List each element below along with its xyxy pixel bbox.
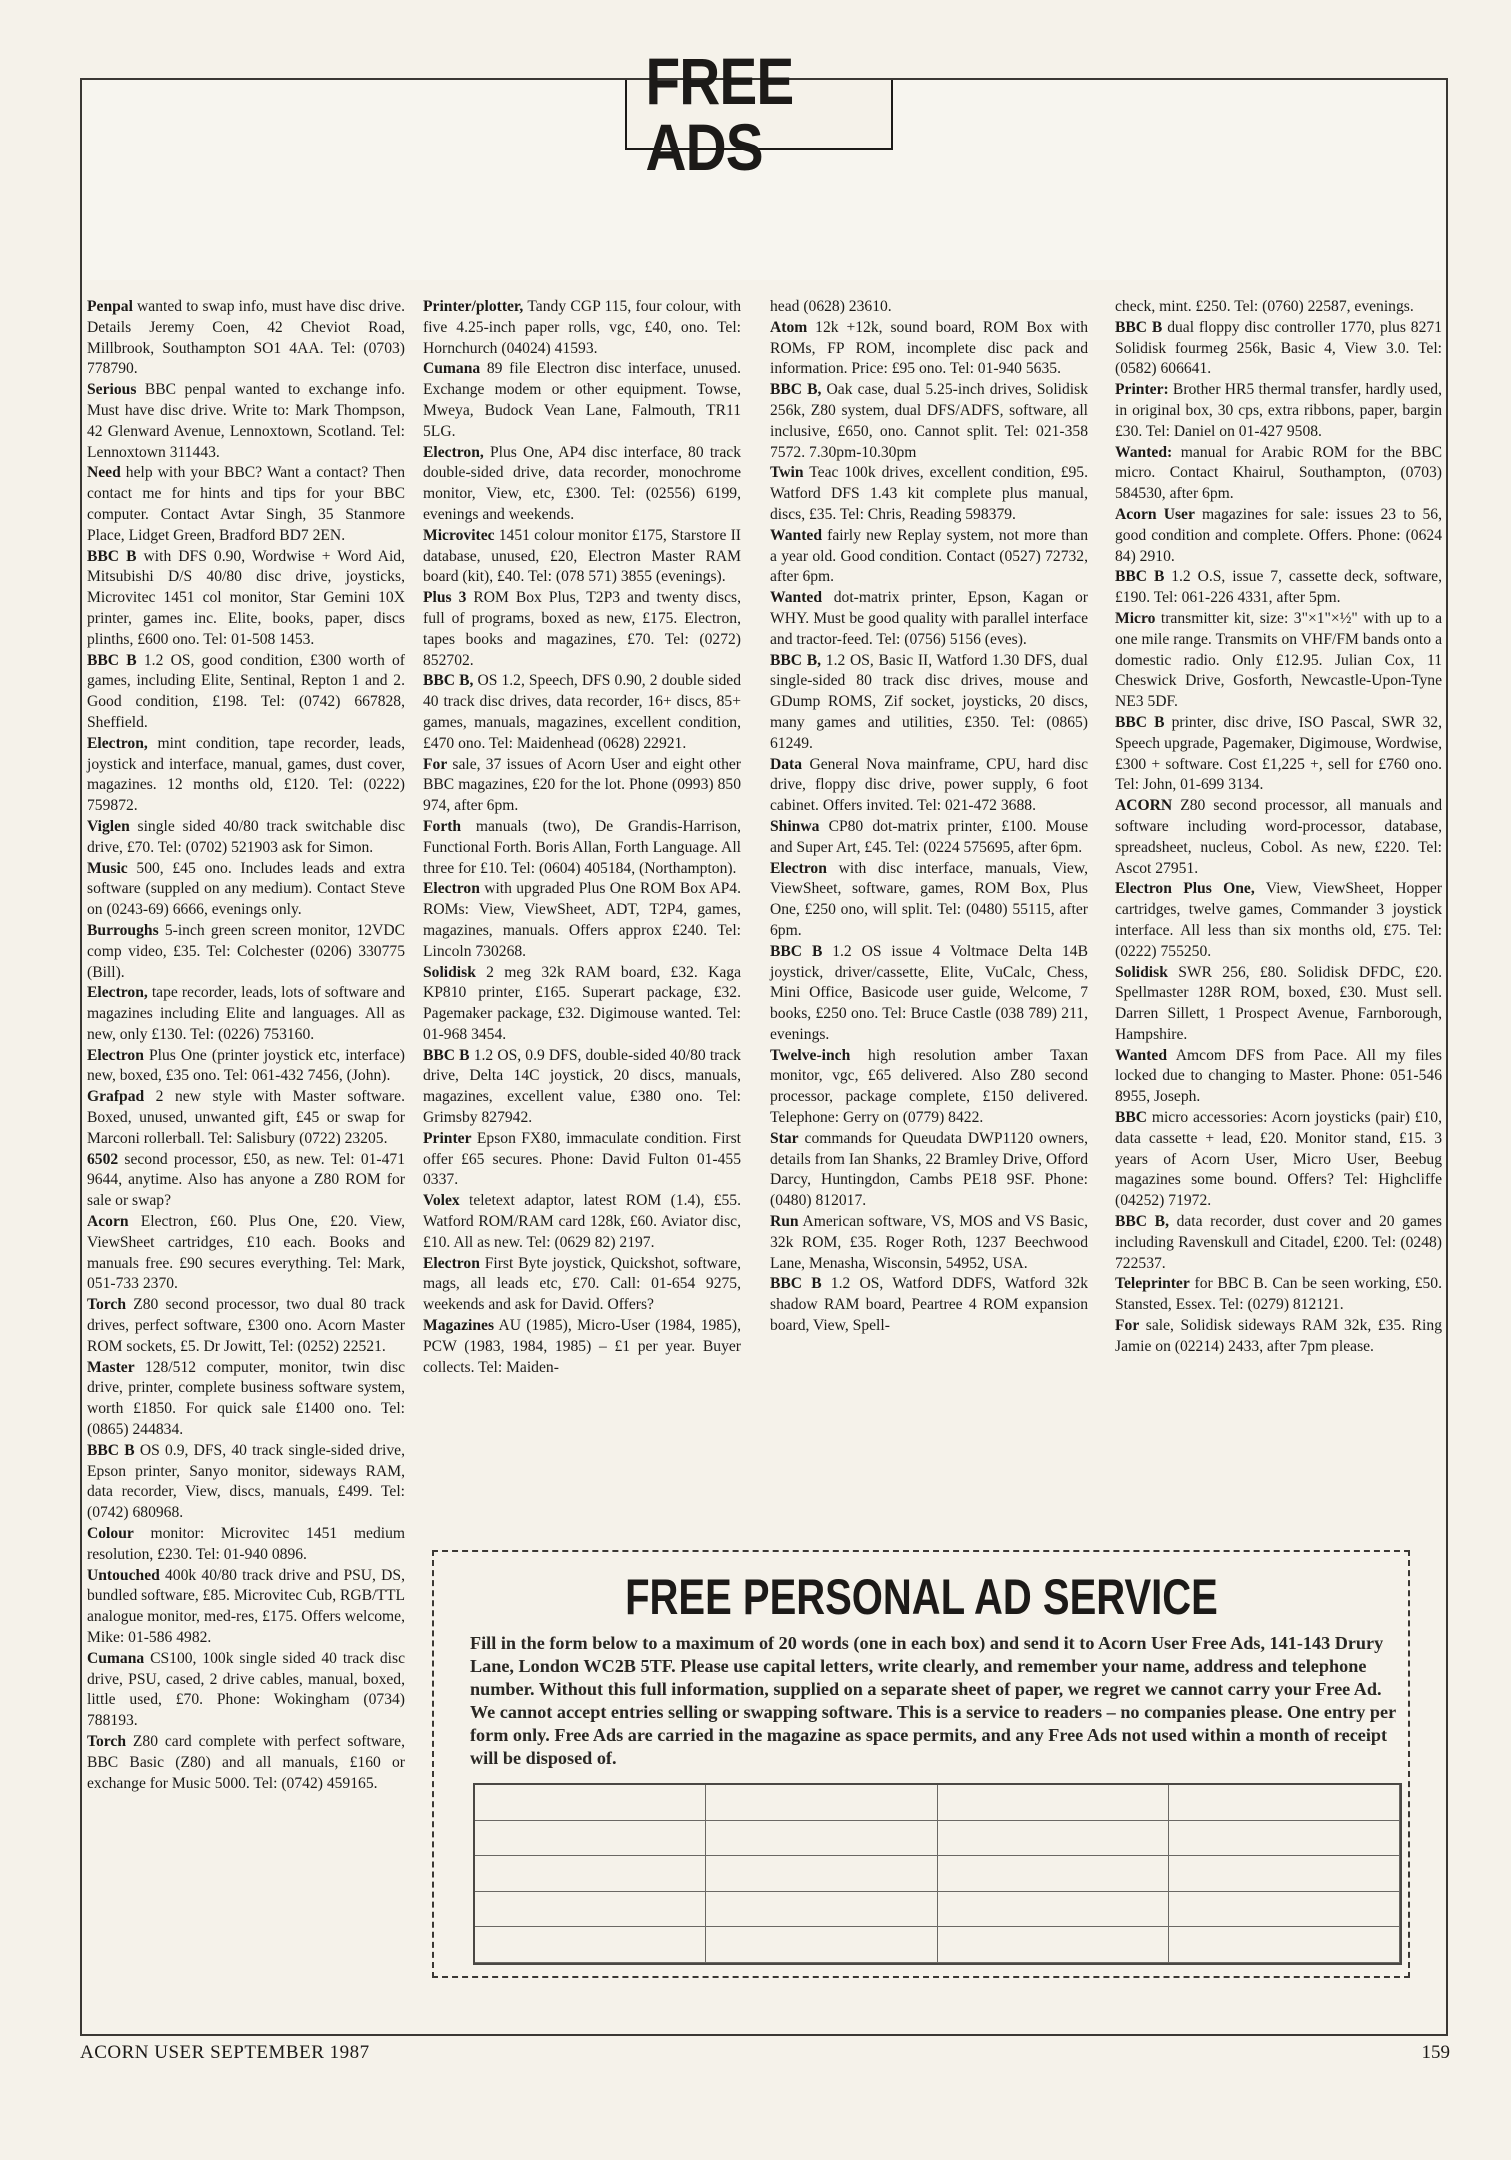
- classified-ad: [423, 588, 741, 671]
- ad-lead: Run: [770, 1213, 799, 1231]
- ads-column-4: [1115, 297, 1442, 1527]
- classified-ad: [1115, 1316, 1442, 1358]
- classified-ad: [423, 297, 741, 359]
- ad-body: transmitter kit, size: 3"×1"×½" with up to a one mile range. Transmits on VHF/FM bands onto a domestic radio. Only £12.95. Julian Cox, 11 Cheswick Drive, Gosforth, Newcastle-Upon-Tyne NE3 5DF.: [1115, 609, 1442, 711]
- classified-ad: [423, 443, 741, 526]
- word-box[interactable]: [938, 1821, 1169, 1857]
- ad-lead: BBC B: [87, 1441, 135, 1459]
- classified-ad: [1115, 443, 1442, 505]
- ad-body: with disc interface, manuals, View, ViewSheet, software, games, ROM Box, Plus One, £250 ono, will split. Tel: (0480) 55115, after 6pm.: [770, 859, 1088, 939]
- word-box[interactable]: [475, 1892, 706, 1928]
- ad-lead: Penpal: [87, 298, 133, 315]
- ad-body: commands for Queudata DWP1120 owners, details from Ian Shanks, 22 Bramley Drive, Offord Darcy, Huntingdon, Cambs PE18 9SF. Phone: (0480) 812017.: [770, 1129, 1089, 1210]
- word-box[interactable]: [475, 1927, 706, 1963]
- ad-lead: Data: [770, 755, 803, 773]
- ad-lead: Printer/plotter,: [423, 298, 524, 315]
- classified-ad: [87, 463, 405, 546]
- classified-ad: [770, 817, 1088, 859]
- classified-ad: [423, 671, 741, 754]
- classified-ad: [770, 755, 1088, 817]
- ad-lead: For: [423, 755, 448, 773]
- ad-lead: Acorn User: [1115, 505, 1195, 523]
- word-entry-grid: [473, 1783, 1402, 1965]
- word-box[interactable]: [706, 1892, 937, 1928]
- ad-body: Oak case, dual 5.25-inch drives, Solidisk 256k, Z80 system, dual DFS/ADFS, software, all inclusive, £650, ono. Cannot split. Tel: 021-358 7572. 7.30pm-10.30pm: [770, 381, 1088, 461]
- word-box[interactable]: [706, 1927, 937, 1963]
- word-box[interactable]: [1169, 1856, 1400, 1892]
- ad-lead: Torch: [87, 1732, 126, 1750]
- ad-body: manual for Arabic ROM for the BBC micro. Contact Khairul, Southampton, (0703) 584530, after 6pm.: [1115, 443, 1442, 503]
- ad-lead: Master: [87, 1358, 135, 1376]
- ad-body: AU (1985), Micro-User (1984, 1985), PCW (1983, 1984, 1985) – £1 per year. Buyer collects. Tel: Maiden-: [423, 1317, 741, 1376]
- ad-lead: Untouched: [87, 1566, 160, 1584]
- ad-body: head (0628) 23610.: [770, 298, 892, 315]
- ad-body: teletext adaptor, latest ROM (1.4), £55. Watford ROM/RAM card 128k, £60. Aviator disc, £10. All as new. Tel: (0629 82) 2197.: [423, 1192, 741, 1251]
- ad-lead: Electron,: [87, 734, 148, 752]
- ad-lead: Teleprinter: [1115, 1275, 1190, 1293]
- ad-lead: BBC B: [1115, 713, 1165, 731]
- classified-ad: [770, 1129, 1088, 1212]
- ad-body: magazines for sale: issues 23 to 56, good condition and complete. Offers. Phone: (0624 84) 2910.: [1115, 505, 1442, 565]
- ad-lead: Wanted:: [1115, 443, 1173, 461]
- ad-lead: Need: [87, 464, 121, 482]
- word-box[interactable]: [1169, 1785, 1400, 1821]
- ad-lead: Atom: [770, 318, 808, 336]
- ad-body: Tandy CGP 115, four colour, with five 4.25-inch paper rolls, vgc, £40, ono. Tel: Hornchurch (04024) 41593.: [423, 298, 741, 357]
- ad-body: 1.2 OS issue 4 Voltmace Delta 14B joystick, driver/cassette, Elite, VuCalc, Chess, Mini Office, Basicode user guide, Welcome, 7 books, £250 ono. Tel: Bruce Castle (038 789) 211, evenings.: [770, 942, 1088, 1043]
- classified-ad: [87, 547, 405, 651]
- ad-lead: Music: [87, 859, 128, 877]
- ad-lead: Acorn: [87, 1213, 129, 1231]
- classified-ad: [423, 817, 741, 879]
- ad-lead: BBC B: [770, 1275, 822, 1293]
- classified-ad: [87, 1212, 405, 1295]
- ad-lead: Printer:: [1115, 381, 1169, 399]
- classified-ad: [770, 651, 1088, 755]
- magazine-issue: ACORN USER SEPTEMBER 1987: [80, 2042, 370, 2063]
- ad-lead: Solidisk: [1115, 963, 1168, 981]
- ad-body: CS100, 100k single sided 40 track disc drive, PSU, cased, 2 drive cables, manual, boxed, little used, £70. Phone: Wokingham (0734) 788193.: [87, 1649, 405, 1730]
- classified-ad: [1115, 1212, 1442, 1274]
- classified-ad: [423, 1316, 741, 1378]
- ad-body: data recorder, dust cover and 20 games including Ravenskull and Citadel, £200. Tel: (0248) 722537.: [1115, 1213, 1443, 1272]
- ad-lead: Wanted: [770, 589, 822, 607]
- classified-ad: [770, 297, 1088, 318]
- ad-lead: Solidisk: [423, 963, 476, 981]
- classified-ad: [1115, 567, 1442, 609]
- classified-ad: [1115, 879, 1442, 962]
- ad-lead: Electron: [423, 880, 480, 898]
- classified-ad: [87, 651, 405, 734]
- ad-body: 400k 40/80 track drive and PSU, DS, bundled software, £85. Microvitec Cub, RGB/TTL analogue monitor, med-res, £175. Offers welcome, Mike: 01-586 4982.: [87, 1566, 405, 1646]
- ad-lead: Twin: [770, 464, 804, 482]
- classified-ad: [770, 942, 1088, 1046]
- classified-ad: [87, 1295, 405, 1357]
- word-box[interactable]: [938, 1785, 1169, 1821]
- classified-ad: [423, 359, 741, 442]
- ad-body: with DFS 0.90, Wordwise + Word Aid, Mitsubishi D/S 40/80 disc drive, joysticks, Microvitec 1451 col monitor, Star Gemini 10X printer, games inc. Elite, books, paper, discs plinths, £600 ono. Tel: 01-508 1453.: [87, 547, 405, 648]
- classified-ad: [770, 463, 1088, 525]
- ad-lead: Shinwa: [770, 817, 820, 835]
- ad-body: 1.2 OS, good condition, £300 worth of games, including Elite, Sentinal, Repton 1 and 2. Good condition, £198. Tel: (0742) 667828, Sheffield.: [87, 651, 405, 731]
- ad-body: 500, £45 ono. Includes leads and extra software (suppled on any medium). Contact Steve on (0243-69) 6666, evenings only.: [87, 859, 405, 919]
- classified-ad: [1115, 297, 1442, 318]
- classified-ad: [770, 1274, 1088, 1336]
- ad-body: CP80 dot-matrix printer, £100. Mouse and Super Art, £45. Tel: (0224 575695, after 6pm.: [770, 817, 1088, 856]
- classified-ad: [87, 921, 405, 983]
- ad-lead: BBC: [1115, 1109, 1148, 1127]
- classified-ad: [87, 859, 405, 921]
- classified-ad: [423, 755, 741, 817]
- word-box[interactable]: [1169, 1821, 1400, 1857]
- word-box[interactable]: [706, 1821, 937, 1857]
- classified-ad: [423, 526, 741, 588]
- ad-lead: Wanted: [770, 526, 822, 544]
- classified-ad: [1115, 796, 1442, 879]
- classified-ad: [770, 380, 1088, 463]
- classified-ad: [423, 1046, 741, 1129]
- ad-lead: 6502: [87, 1150, 119, 1168]
- ad-lead: Burroughs: [87, 921, 159, 939]
- page-number: 159: [1421, 2042, 1450, 2063]
- ad-body: Teac 100k drives, excellent condition, £95. Watford DFS 1.43 kit complete plus manual, discs, £35. Tel: Chris, Reading 598379.: [770, 464, 1088, 523]
- classified-ad: [87, 297, 405, 380]
- classified-ad: [1115, 609, 1442, 713]
- coupon-title: FREE PERSONAL AD SERVICE: [624, 1569, 1218, 1625]
- classified-ad: [87, 1087, 405, 1149]
- word-box[interactable]: [1169, 1927, 1400, 1963]
- ad-body: Amcom DFS from Pace. All my files locked due to changing to Master. Phone: 051-546 8955, Joseph.: [1115, 1046, 1442, 1106]
- classified-ad: [770, 526, 1088, 588]
- classified-ad: [87, 1150, 405, 1212]
- ad-body: mint condition, tape recorder, leads, joystick and interface, manual, games, dust cover, magazines. 12 months old, £120. Tel: (0222) 759872.: [87, 734, 405, 815]
- ad-body: Epson FX80, immaculate condition. First offer £65 secures. Phone: David Fulton 01-455 0337.: [423, 1129, 741, 1189]
- ad-body: 2 meg 32k RAM board, £32. Kaga KP810 printer, £165. Superart package, £32. Pagemaker package, £32. Digimouse wanted. Tel: 01-968 3454.: [423, 963, 741, 1043]
- ad-lead: Torch: [87, 1296, 126, 1314]
- ad-lead: Printer: [423, 1129, 472, 1147]
- ad-body: 5-inch green screen monitor, 12VDC comp video, £35. Tel: Colchester (0206) 330775 (Bill).: [87, 921, 405, 981]
- word-box[interactable]: [475, 1856, 706, 1892]
- ad-body: American software, VS, MOS and VS Basic, 32k ROM, £35. Roger Roth, 1237 Beechwood Lane, Menasha, Wisconsin, 54952, USA.: [770, 1213, 1088, 1272]
- ad-body: second processor, £50, as new. Tel: 01-471 9644, anytime. Also has anyone a Z80 ROM for sale or swap?: [87, 1150, 405, 1210]
- ad-lead: Electron,: [87, 984, 148, 1002]
- classified-ad: [770, 318, 1088, 380]
- ad-body: 128/512 computer, monitor, twin disc drive, printer, complete business software system, worth £1850. For quick sale £1400 ono. Tel: (0865) 244834.: [87, 1358, 405, 1439]
- classified-ad: [1115, 1108, 1442, 1212]
- ad-lead: Grafpad: [87, 1088, 145, 1106]
- ad-lead: Forth: [423, 817, 462, 835]
- classified-ad: [87, 817, 405, 859]
- ad-body: Plus One (printer joystick etc, interface) new, boxed, £35 ono. Tel: 061-432 7456, (John).: [87, 1046, 405, 1085]
- page-title-box: [625, 44, 893, 184]
- ad-lead: Electron: [87, 1046, 144, 1064]
- ad-lead: Volex: [423, 1192, 460, 1210]
- ad-body: Z80 second processor, two dual 80 track drives, perfect software, £300 ono. Acorn Master ROM sockets, £5. Dr Jowitt, Tel: (0252) 22521.: [87, 1296, 405, 1355]
- ad-body: 1.2 OS, Watford DDFS, Watford 32k shadow RAM board, Peartree 4 ROM expansion board, View, Spell-: [770, 1275, 1088, 1335]
- classified-ad: [87, 380, 405, 463]
- ad-body: SWR 256, £80. Solidisk DFDC, £20. Spellmaster 128R ROM, boxed, £30. Must sell. Darren Sillett, 1 Prospect Avenue, Farnborough, Hampshire.: [1115, 963, 1442, 1043]
- classified-ad: [87, 1566, 405, 1649]
- ad-lead: Colour: [87, 1525, 134, 1543]
- ads-column-1: [87, 297, 405, 1997]
- classified-ad: [423, 1254, 741, 1316]
- ad-body: Z80 card complete with perfect software, BBC Basic (Z80) and all manuals, £160 or exchange for Music 5000. Tel: (0742) 459165.: [87, 1732, 405, 1792]
- word-box[interactable]: [938, 1856, 1169, 1892]
- ad-lead: Electron: [770, 859, 827, 877]
- coupon-instructions: Fill in the form below to a maximum of 20 words (one in each box) and send it to Acorn User Free Ads, 141-143 Drury Lane, London WC2B 5TF. Please use capital letters, write clearly, and remember your name, address and telephone number. Without this full information, supplied on a separate sheet of paper, we regret we cannot carry your Free Ad. We cannot accept entries selling or swapping software. This is a service to readers – no companies please. One entry per form only. Free Ads are carried in the magazine as space permits, and any Free Ads not used within a month of receipt will be disposed of.: [470, 1633, 1396, 1768]
- ad-lead: BBC B: [87, 651, 137, 669]
- ad-body: with upgraded Plus One ROM Box AP4. ROMs: View, ViewSheet, ADT, T2P4, games, magazines, manuals. Offers approx £240. Tel: Lincoln 730268.: [423, 880, 741, 960]
- ad-lead: BBC B: [1115, 318, 1163, 336]
- ad-lead: Electron: [423, 1254, 480, 1272]
- classified-ad: [1115, 505, 1442, 567]
- ad-body: printer, disc drive, ISO Pascal, SWR 32, Speech upgrade, Pagemaker, Digimouse, Wordwise, £300 + software. Cost £1,225 +, sell for £760 ono. Tel: John, 01-699 3134.: [1115, 713, 1442, 794]
- ad-body: View, ViewSheet, Hopper cartridges, twelve games, Commander 3 joystick interface. All less than six months old, £75. Tel: (0222) 755250.: [1115, 880, 1442, 960]
- ad-body: OS 1.2, Speech, DFS 0.90, 2 double sided 40 track disc drives, data recorder, 16+ discs, 85+ games, manuals, magazines, excellent condition, £470 ono. Tel: Maidenhead (0628) 22921.: [423, 672, 742, 752]
- ad-lead: BBC B: [87, 547, 137, 565]
- classified-ad: [87, 983, 405, 1045]
- classified-ad: [770, 588, 1088, 650]
- classified-ad: [1115, 318, 1442, 380]
- ad-body: 1.2 OS, 0.9 DFS, double-sided 40/80 track drive, Delta 14C joystick, 20 discs, manuals, magazines, excellent value, £380 ono. Tel: Grimsby 827942.: [423, 1046, 741, 1127]
- word-box[interactable]: [938, 1892, 1169, 1928]
- ad-body: First Byte joystick, Quickshot, software, mags, all leads etc, £70. Call: 01-654 9275, weekends and ask for David. Offers?: [423, 1254, 741, 1314]
- ad-lead: Twelve-inch: [770, 1046, 851, 1064]
- ad-body: fairly new Replay system, not more than a year old. Good condition. Contact (0527) 72732, after 6pm.: [770, 526, 1088, 586]
- ad-body: single sided 40/80 track switchable disc drive, £70. Tel: (0702) 521903 ask for Simon.: [87, 817, 405, 856]
- classified-ad: [87, 1649, 405, 1732]
- ad-body: ROM Box Plus, T2P3 and twenty discs, full of programs, boxed as new, £175. Electron, tapes books and magazines, £70. Tel: (0272) 852702.: [423, 589, 741, 669]
- ad-lead: BBC B: [770, 942, 823, 960]
- ad-body: sale, 37 issues of Acorn User and eight other BBC magazines, £20 for the lot. Phone (0993) 850 974, after 6pm.: [423, 755, 741, 815]
- classified-ad: [770, 1046, 1088, 1129]
- ad-body: 12k +12k, sound board, ROM Box with ROMs, FP ROM, incomplete disc pack and information. Price: £95 ono. Tel: 01-940 5635.: [770, 318, 1088, 378]
- ad-body: 1451 colour monitor £175, Starstore II database, unused, £20, Electron Master RAM board (kit), £40. Tel: (078 571) 3855 (evenings).: [423, 526, 741, 586]
- ad-body: Z80 second processor, all manuals and software including word-processor, database, spreadsheet, nucleus, Cobol. As new, £220. Tel: Ascot 27951.: [1115, 797, 1442, 877]
- ad-lead: Cumana: [423, 360, 481, 378]
- ad-lead: Plus 3: [423, 589, 467, 607]
- ad-body: high resolution amber Taxan monitor, vgc, £65 delivered. Also Z80 second processor, package complete, £150 delivered. Telephone: Gerry on (0779) 8422.: [770, 1046, 1088, 1127]
- ad-body: BBC penpal wanted to exchange info. Must have disc drive. Write to: Mark Thompson, 42 Glenward Avenue, Lennoxtown, Scotland. Tel: Lennoxtown 311443.: [87, 381, 405, 461]
- ad-body: help with your BBC? Want a contact? Then contact me for hints and tips for your BBC computer. Contact Avtar Singh, 35 Stanmore Place, Lidget Green, Bradford BD7 2EN.: [87, 464, 405, 544]
- ad-lead: ACORN: [1115, 797, 1173, 815]
- word-box[interactable]: [1169, 1892, 1400, 1928]
- ad-lead: Serious: [87, 381, 137, 399]
- ads-column-3: [770, 297, 1088, 1527]
- ad-lead: Magazines: [423, 1317, 495, 1335]
- ad-body: Plus One, AP4 disc interface, 80 track double-sided drive, data recorder, monochrome monitor, View, etc, £300. Tel: (02556) 6199, evenings and weekends.: [423, 443, 741, 523]
- ad-lead: BBC B,: [770, 381, 822, 399]
- classified-ad: [1115, 713, 1442, 796]
- ad-body: 1.2 OS, Basic II, Watford 1.30 DFS, dual single-sided 80 track disc drives, mouse and GDump ROMS, Zif socket, joysticks, 20 discs, many games and utilities, £350. Tel: (0865) 61249.: [770, 651, 1088, 752]
- classified-ad: [770, 1212, 1088, 1274]
- classified-ad: [87, 1358, 405, 1441]
- word-box[interactable]: [706, 1856, 937, 1892]
- ad-lead: For: [1115, 1317, 1140, 1335]
- ad-lead: Cumana: [87, 1649, 145, 1667]
- word-box[interactable]: [706, 1785, 937, 1821]
- ad-lead: Viglen: [87, 817, 130, 835]
- ad-body: OS 0.9, DFS, 40 track single-sided drive, Epson printer, Sanyo monitor, sideways RAM, data recorder, View, discs, manuals, £499. Tel: (0742) 680968.: [87, 1441, 405, 1522]
- ad-lead: BBC B,: [423, 672, 474, 690]
- ad-body: Electron, £60. Plus One, £20. View, ViewSheet cartridges, £10 each. Books and manuals free. £90 secures everything. Tel: Mark, 051-733 2370.: [87, 1213, 405, 1293]
- ads-column-2: [423, 297, 741, 1527]
- ad-body: sale, Solidisk sideways RAM 32k, £35. Ring Jamie on (02214) 2433, after 7pm please.: [1115, 1317, 1442, 1355]
- classified-ad: [87, 1046, 405, 1088]
- ad-body: General Nova mainframe, CPU, hard disc drive, floppy disc drive, power supply, 6 foot cabinet. Offers invited. Tel: 021-472 3688.: [770, 755, 1088, 815]
- ad-body: 89 file Electron disc interface, unused. Exchange modem or other equipment. Towse, Mweya, Budock Vean Lane, Falmouth, TR11 5LG.: [423, 360, 741, 440]
- ad-lead: Micro: [1115, 609, 1156, 627]
- ad-lead: BBC B: [423, 1046, 470, 1064]
- ad-lead: Electron Plus One,: [1115, 880, 1255, 898]
- ad-body: tape recorder, leads, lots of software and magazines including Elite and languages. All as new, only £130. Tel: (0226) 753160.: [87, 984, 405, 1043]
- ad-lead: BBC B,: [770, 651, 822, 669]
- classified-ad: [423, 1129, 741, 1191]
- ad-body: check, mint. £250. Tel: (0760) 22587, evenings.: [1115, 298, 1414, 315]
- classified-ad: [1115, 963, 1442, 1046]
- classified-ad: [423, 879, 741, 962]
- classified-ad: [770, 859, 1088, 942]
- ad-body: 1.2 O.S, issue 7, cassette deck, software, £190. Tel: 061-226 4331, after 5pm.: [1115, 568, 1442, 607]
- classified-ad: [87, 1732, 405, 1794]
- classified-ad: [87, 1524, 405, 1566]
- ad-body: Brother HR5 thermal transfer, hardly used, in original box, 30 cps, extra ribbons, paper, bargin £30. Tel: Daniel on 01-427 9508.: [1115, 381, 1442, 440]
- ad-body: dual floppy disc controller 1770, plus 8271 Solidisk fourmeg 256k, Basic 4, View 3.0. Tel: (0582) 606641.: [1115, 318, 1442, 378]
- classified-ad: [1115, 1046, 1442, 1108]
- ad-lead: Electron,: [423, 443, 484, 461]
- ad-lead: Wanted: [1115, 1046, 1167, 1064]
- ad-body: micro accessories: Acorn joysticks (pair) £10, data cassette + lead, £20. Monitor stand, £15. 3 years of Acorn User, Micro User, Beebug magazines some bound. Offers? Tel: Highcliffe (04252) 71972.: [1115, 1109, 1442, 1210]
- classified-ad: [1115, 380, 1442, 442]
- ad-body: dot-matrix printer, Epson, Kagan or WHY. Must be good quality with parallel interface and tractor-feed. Tel: (0756) 5156 (eves).: [770, 589, 1088, 648]
- ad-lead: Star: [770, 1129, 799, 1147]
- classified-ad: [87, 734, 405, 817]
- classified-ad: [1115, 1274, 1442, 1316]
- classified-ad: [423, 1191, 741, 1253]
- ad-body: monitor: Microvitec 1451 medium resolution, £230. Tel: 01-940 0896.: [87, 1525, 405, 1563]
- page-title: FREE ADS: [645, 44, 794, 184]
- word-box[interactable]: [475, 1785, 706, 1821]
- ad-body: 2 new style with Master software. Boxed, unused, unwanted gift, £45 or swap for Marconi rollerball. Tel: Salisbury (0722) 23205.: [87, 1088, 405, 1147]
- ad-body: manuals (two), De Grandis-Harrison, Functional Forth. Boris Allan, Forth Language. All three for £10. Tel: (0604) 405184, (Northampton).: [423, 817, 741, 877]
- word-box[interactable]: [938, 1927, 1169, 1963]
- word-box[interactable]: [475, 1821, 706, 1857]
- ad-lead: BBC B,: [1115, 1213, 1169, 1231]
- classified-ad: [423, 963, 741, 1046]
- ad-lead: BBC B: [1115, 568, 1165, 586]
- ad-body: for BBC B. Can be seen working, £50. Stansted, Essex. Tel: (0279) 812121.: [1115, 1275, 1442, 1314]
- ad-lead: Microvitec: [423, 526, 495, 544]
- classified-ad: [87, 1441, 405, 1524]
- ad-body: wanted to swap info, must have disc drive. Details Jeremy Coen, 42 Cheviot Road, Millbrook, Southampton SO1 4AA. Tel: (0703) 778790.: [87, 298, 405, 378]
